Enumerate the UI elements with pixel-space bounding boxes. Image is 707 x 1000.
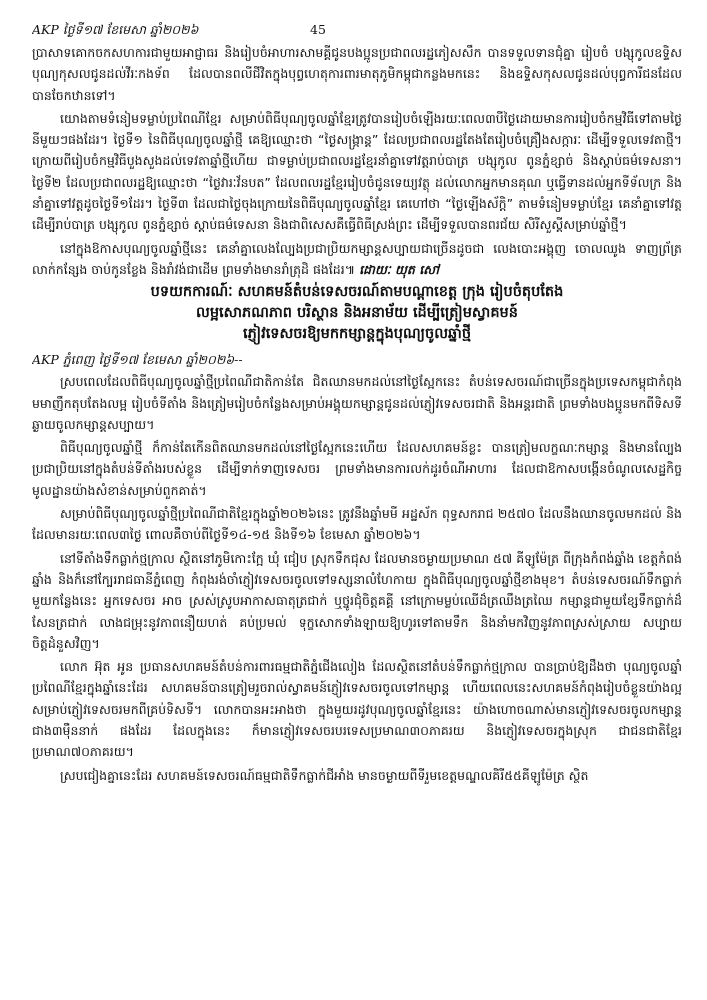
article-1-paragraph-2: យោងតាមទំនៀមទម្លាប់ប្រពៃណីខ្មែរ សម្រាប់ពិធីបុណ្យចូលឆ្នាំខ្មែរត្រូវបានរៀបចំឡើងរយៈពេល៣បីថ្ងៃដោយមានការរៀបចំកម្មវិធីទៅតាមថ្ងៃនីមួយៗផងដែរ។ ថ្ងៃទី១ នៃពិធីបុណ្យចូលឆ្នាំថ្មី គេឱ្យឈ្មោះថា “ថ្ងៃសង្ក្រាន្ត” ដែលប្រជាពលរដ្ឋតែងតែរៀបចំគ្រឿងសក្ការៈ ដើម្បីទទួលទេវតាថ្មី។ ក្រោយពីរៀបចំកម្មវិធីបួងសួងដល់ទេវតាឆ្នាំថ្មីហើយ ជាទម្លាប់ប្រជាពលរដ្ឋខ្មែរនាំគ្នាទៅវត្តរាប់បាត្រ បង្សុកូល ពូនភ្នំខ្សាច់ និងស្តាប់ធម៌ទេសនា។ ថ្ងៃទី២ ដែលប្រជាពលរដ្ឋឱ្យឈ្មោះថា “ថ្ងៃវារៈវ័នបត” ដែលពលរដ្ឋខ្មែររៀបចំជូនទេយ្យវត្ថុ ដល់លោកអ្នកមានគុណ ឬធ្វើទានដល់អ្នកទីទ័លក្រ និងនាំគ្នាទៅវត្តដូចថ្ងៃទី១ដែរ។ ថ្ងៃទី៣ ដែលជាថ្ងៃចុងក្រោយនៃពិធីបុណ្យចូលឆ្នាំខ្មែរ គេហៅថា “ថ្ងៃឡើងស័ក្តិ” តាមទំនៀមទម្លាប់ខ្មែរ គេនាំគ្នាទៅវត្តដើម្បីរាប់បាត្រ បង្សុកូល ពូនភ្នំខ្សាច់ ស្តាប់ធម៌ទេសនា និងជាពិសេសគឺធ្វើពិធីស្រង់ព្រះ ដើម្បីទទួលបានពរជ័យ សិរីសួស្តីសម្រាប់ឆ្នាំថ្មី។ [32,110,682,233]
article-2-paragraph-6: ស្របជៀងគ្នានេះដែរ សហគមន៍ទេសចរណ៍ធម្មជាតិទឹកធ្លាក់ជីអាំង មានចម្ងាយពីទីរួមខេត្តមណ្ឌលគិរី៥៥គីឡូម៉ែត្រ ស្ថិត [60,767,589,783]
article-2-paragraph-5: លោក អ៊ុត អូន ប្រធានសហគមន៍តំបន់ការពារធម្មជាតិភ្នំជើងលៀង ដែលស្ថិតនៅតំបន់ទឹកធ្លាក់ថ្មក្រាល បានប្រាប់ឱ្យដឹងថា បុណ្យចូលឆ្នាំប្រពៃណីខ្មែរក្នុងឆ្នាំនេះដែរ សហគមន៍បានត្រៀមរួចរាល់ស្វាគមន៍ភ្ញៀវទេសចរចូលទៅកម្សាន្ត ហើយពេលនេះសហគមន៍កំពុងរៀបចំខ្លួនយ៉ាងល្អសម្រាប់ភ្ញៀវទេសចរមកពីគ្រប់ទិសទី។ លោកបានអះអាងថា ក្នុងមួយរដូវបុណ្យចូលឆ្នាំខ្មែរនេះ យ៉ាងហោចណាស់មានភ្ញៀវទេសចរចូលកម្សាន្តជាង៣ម៉ឺននាក់ ផងដែរ ដែលក្នុងនេះ ក៏មានភ្ញៀវទេសចរបរទេសប្រមាណ៣០ភាគរយ និងភ្ញៀវទេសចរក្នុងស្រុក ជាជនជាតិខ្មែរប្រមាណ៧០ភាគរយ។ [32,659,682,760]
article-2-paragraph-2: ពិធីបុណ្យចូលឆ្នាំថ្មី ក៏កាន់តែកើនពិតឈានមកដល់នៅថ្ងៃស្អែកនេះហើយ ដែលសហគមន៍ខ្លះ បានត្រៀមលក្ខណៈកម្សាន្ត និងមានល្បែងប្រជាប្រិយនៅក្នុងតំបន់ទីតាំងរបស់ខ្លួន ដើម្បីទាក់ទាញទេសចរ ព្រមទាំងមានការលក់ដូរចំណីអាហារ ដែលជាឱកាសបង្កើនចំណូលសេដ្ឋកិច្ចមូលដ្ឋានយ៉ាងសំខាន់សម្រាប់ពួកគាត់។ [32,440,682,498]
page-number: 45 [310,22,326,37]
document-page [32,22,682,992]
article-1-byline: ដោយៈ យុត សៅ [359,261,440,277]
page-header [32,22,682,42]
article-2-headline [32,282,682,345]
article-2-paragraph-3: សម្រាប់ពិធីបុណ្យចូលឆ្នាំថ្មីប្រពៃណីជាតិខ្មែរក្នុងឆ្នាំ២០២៦នេះ ត្រូវនឹងឆ្នាំមមី អដ្ឋស័ក ពុទ្ធសករាជ ២៥៧០ ដែលនឹងឈានចូលមកដល់ និងដែលមានរយៈពេល៣ថ្ងៃ ពោលគឺចាប់ពីថ្ងៃទី១៤-១៥ និងទី១៦ ខែមេសា ឆ្នាំ២០២៦។ [32,506,682,543]
headline-line-1: បទយកការណ៍ៈ សហគមន៍តំបន់ទេសចរណ៍តាមបណ្តាខេត្ត ក្រុង រៀបចំតុបតែង [150,284,564,301]
article-2 [32,282,682,786]
article-1-paragraph-1: ប្រាសាទគោកចកសហការជាមួយអាជ្ញាធរ និងរៀបចំអាហារសាមគ្គីជូនបងប្អូនប្រជាពលរដ្ឋភៀសសឹក បានទទួលទានជុំគ្នា រៀបចំ បង្សុកូលឧទ្ទិសបុណ្យកុសលជូនដល់វីរៈកងទ័ព ដែលបានពលីជីវិតក្នុងបុព្វហេតុការពារមាតុភូមិកម្ពុជាកន្លងមកនេះ និងឧទ្ទិសកុសលជូនដល់បុព្វការីជនដែលបានចែកឋានទៅ។ [32,45,682,103]
article-1 [32,42,682,280]
article-2-dateline: AKP ភ្នំពេញ ថ្ងៃទី១៧ ខែមេសា ឆ្នាំ២០២៦-- [32,352,243,368]
article-2-paragraph-4: នៅទីតាំងទឹកធ្លាក់ថ្មក្រាល ស្ថិតនៅភូមិកោះក្អែ ឃុំ ជៀប ស្រុកទឹកជុស ដែលមានចម្ងាយប្រមាណ ៥៧ គីឡូម៉ែត្រ ពីក្រុងកំពង់ឆ្នាំង ខេត្តកំពង់ឆ្នាំង និងក៏នៅក្បែររាជធានីភ្នំពេញ កំពុងរង់ចាំភ្ញៀវទេសចរចូលទៅទស្សនាលំហែកាយ ក្នុងពិធីបុណ្យចូលឆ្នាំថ្មីខាងមុខ។ តំបន់ទេសចរណ៍ទឹកធ្លាក់មួយកន្លែងនេះ អ្នកទេសចរ អាច ស្រស់ស្រូបអាកាសធាតុត្រជាក់ ឬថ្នូរជុំចិត្តគគ្គី នៅក្រោមម្លប់ឈើដ៏ត្រឈឹងត្រឈៃ កម្សាន្តជាមួយខ្សែទឹកធ្លាក់ដ៏សែនត្រជាក់ លាងជម្រុះនូវភាពនឿយហត់ គប់ប្រមល់ ទុក្ខសោកទាំងឡាយឱ្យហូរទៅតាមទឹក និងនាំមកវិញនូវភាពស្រស់ស្រាយ សប្បាយចិត្តដំនួសវិញ។ [32,550,682,651]
article-1-paragraph-3 [32,238,682,281]
article-1-paragraph-3-text: នៅក្នុងឱកាសបុណ្យចូលឆ្នាំថ្មីនេះ គេនាំគ្នាលេងល្បែងប្រជាប្រិយកម្សាន្តសប្បាយជាច្រើនដូចជា លេងបោះអង្គុញ ចោលឈូង ទាញព្រ័ត្រ លាក់កន្សែង ចាប់កូនខ្លែង និងរាំវង់ជាដើម ព្រមទាំងមានរាំត្រុដិ ផងដែរ៕ [32,240,682,277]
article-2-paragraph-1: ស្របពេលដែលពិធីបុណ្យចូលឆ្នាំថ្មីប្រពៃណីជាតិកាន់តែ ជិតឈានមកដល់នៅថ្ងៃស្អែកនេះ តំបន់ទេសចរណ៍ជាច្រើនក្នុងប្រទេសកម្ពុជាកំពុងមមាញឹកតុបតែងលម្អ រៀបចំទីតាំង និងត្រៀមរៀបចំកន្លែងសម្រាប់អង្គុយកម្សាន្តជូនដល់ភ្ញៀវទេសចរជាតិ និងអន្តរជាតិ ព្រមទាំងបងប្អូនមកពីទិសទីឆ្ងាយចូលកម្សាន្តសប្បាយ។ [32,374,682,432]
headline-line-2: លម្អសោភណភាព បរិស្ថាន និងអនាម័យ ដើម្បីត្រៀមស្វាគមន៍ [196,305,518,322]
headline-line-3: ភ្ញៀវទេសចរឱ្យមកកម្សាន្តក្នុងបុណ្យចូលឆ្នាំថ្មី [242,326,472,343]
header-dateline: AKP ថ្ងៃទី១៧ ខែមេសា ឆ្នាំ២០២៦ [32,22,199,37]
